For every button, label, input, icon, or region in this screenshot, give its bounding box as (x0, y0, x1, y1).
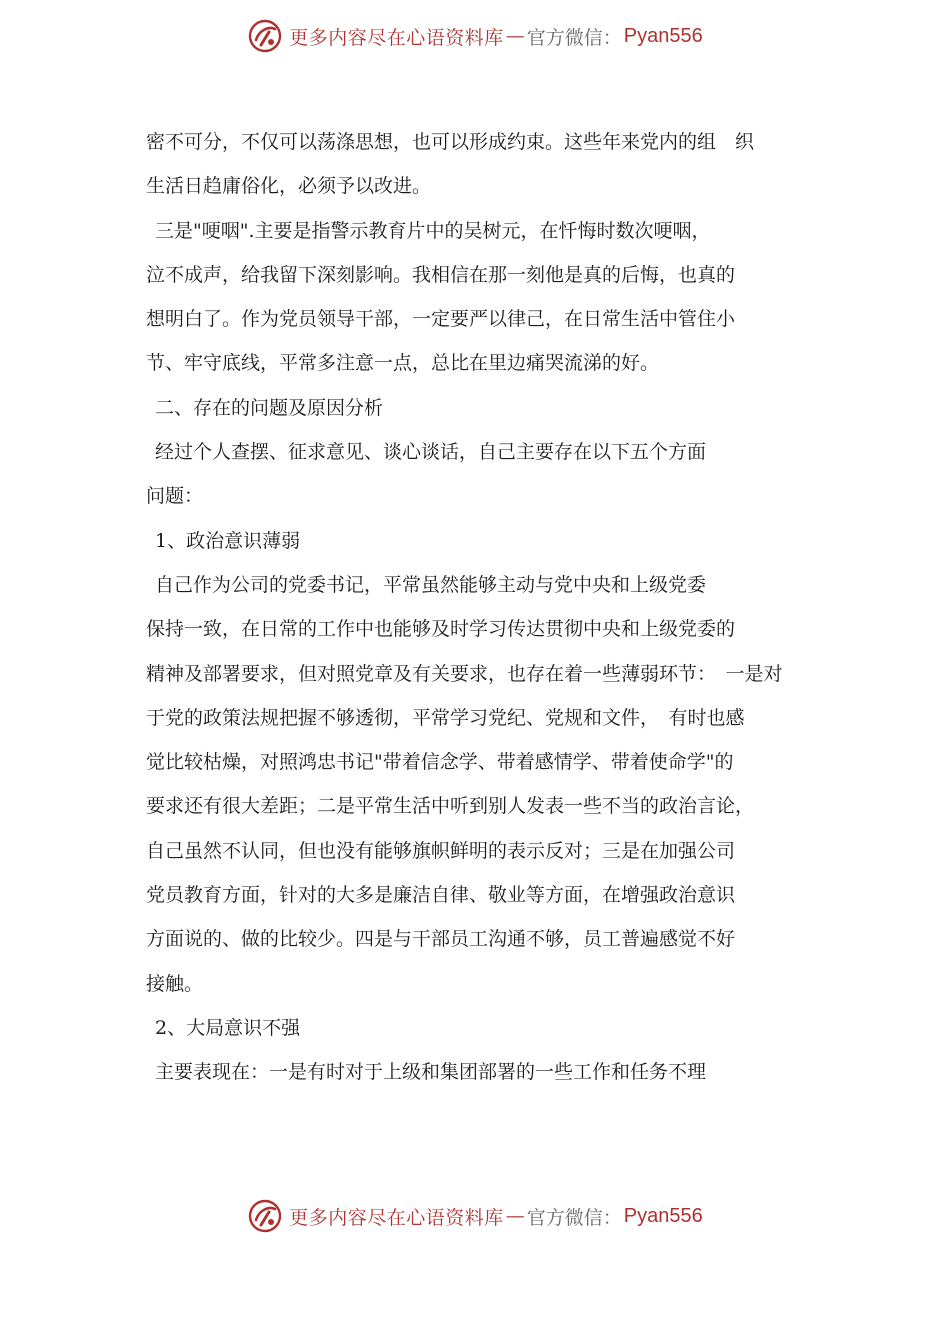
text-line: 接触。 (146, 972, 204, 995)
section-heading: 二、存在的问题及原因分析 (155, 396, 384, 419)
text-line: 要求还有很大差距；二是平常生活中听到别人发表一些不当的政治言论， (146, 795, 755, 818)
text-line: 于党的政策法规把握不够透彻，平常学习党纪、党规和文件， 有时也感 (146, 706, 745, 729)
banner-wechat-label: 官方微信： (526, 1206, 622, 1229)
banner-wechat-id: Pyan556 (623, 1204, 703, 1227)
banner-wechat-label: 官方微信： (526, 26, 622, 49)
footer-banner (0, 1196, 950, 1236)
text-line: 生活日趋庸俗化，必须予以改进。 (146, 175, 432, 198)
banner-main-text: 更多内容尽在心语资料库 (289, 1206, 504, 1229)
text-line: 保持一致，在日常的工作中也能够及时学习传达贯彻中央和上级党委的 (146, 618, 736, 641)
text-line: 党员教育方面，针对的大多是廉洁自律、敬业等方面，在增强政治意识 (146, 884, 736, 907)
text-line: 密不可分，不仅可以荡涤思想，也可以形成约束。这些年来党内的组 织 (146, 131, 755, 153)
text-line: 自己虽然不认同，但也没有能够旗帜鲜明的表示反对；三是在加强公司 (146, 839, 736, 862)
seal-logo-icon (247, 18, 283, 54)
banner-wechat-id: Pyan556 (623, 24, 703, 47)
text-line: 泣不成声，给我留下深刻影响。我相信在那一刻他是真的后悔，也真的 (146, 263, 736, 286)
text-line: 方面说的、做的比较少。四是与干部员工沟通不够，员工普遍感觉不好 (146, 928, 736, 951)
subsection-heading: 1、政治意识薄弱 (155, 529, 301, 552)
text-line: 主要表现在：一是有时对于上级和集团部署的一些工作和任务不理 (155, 1061, 707, 1084)
text-line: 经过个人查摆、征求意见、谈心谈话，自己主要存在以下五个方面 (155, 441, 707, 464)
document-body (146, 120, 846, 1095)
text-line: 想明白了。作为党员领导干部，一定要严以律己，在日常生活中管住小 (146, 308, 736, 331)
seal-logo-icon (247, 1198, 283, 1234)
text-line: 自己作为公司的党委书记，平常虽然能够主动与党中央和上级党委 (155, 573, 707, 596)
text-line: 问题： (146, 485, 204, 508)
text-line: 精神及部署要求，但对照党章及有关要求，也存在着一些薄弱环节： 一是对 (146, 662, 783, 685)
text-line: 三是"哽咽".主要是指警示教育片中的吴树元，在忏悔时数次哽咽， (155, 219, 711, 242)
text-line: 觉比较枯燥，对照鸿忠书记"带着信念学、带着感情学、带着使命学"的 (146, 751, 734, 774)
banner-dash: — (505, 1205, 525, 1227)
subsection-heading: 2、大局意识不强 (155, 1016, 301, 1039)
banner-main-text: 更多内容尽在心语资料库 (289, 26, 504, 49)
banner-dash: — (505, 25, 525, 47)
header-banner (0, 16, 950, 56)
text-line: 节、牢守底线，平常多注意一点，总比在里边痛哭流涕的好。 (146, 352, 660, 375)
